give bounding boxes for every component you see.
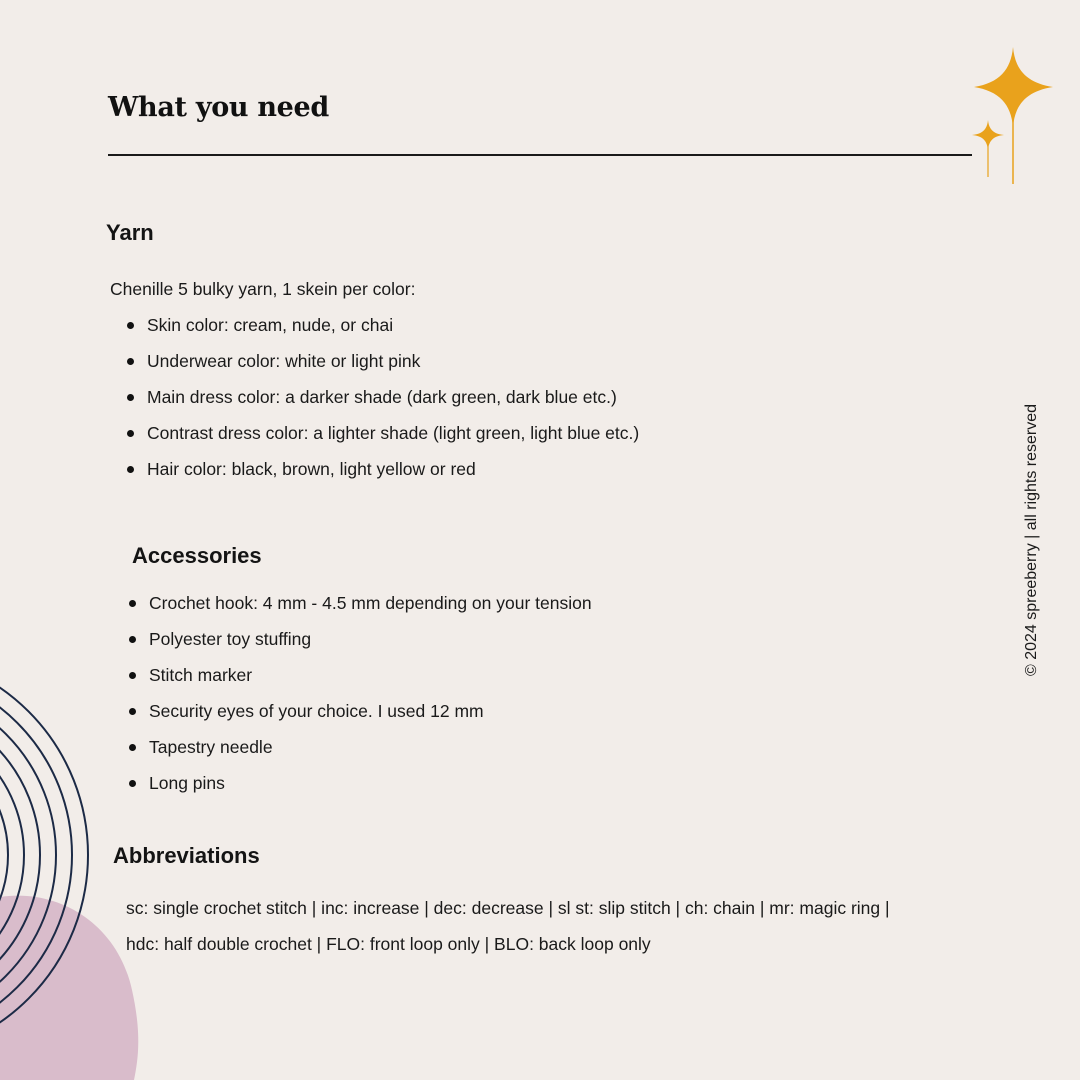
abbreviations-text xyxy=(126,890,956,962)
pink-blob-shape xyxy=(0,896,138,1080)
bullet-dot xyxy=(127,394,134,401)
list-item-text: Hair color: black, brown, light yellow or red xyxy=(147,459,476,479)
list-item-text: Tapestry needle xyxy=(149,737,273,757)
list-item-text: Long pins xyxy=(149,773,225,793)
abbreviations-line-2: hdc: half double crochet | FLO: front loop only | BLO: back loop only xyxy=(126,934,651,954)
list-item-text: Main dress color: a darker shade (dark green, dark blue etc.) xyxy=(147,387,617,407)
accessories-list xyxy=(129,591,592,807)
list-item xyxy=(127,457,639,493)
bullet-dot xyxy=(129,600,136,607)
list-item xyxy=(129,699,592,735)
list-item-text: Security eyes of your choice. I used 12 mm xyxy=(149,701,484,721)
list-item xyxy=(127,421,639,457)
bullet-dot xyxy=(127,322,134,329)
list-item xyxy=(127,385,639,421)
accessories-heading: Accessories xyxy=(132,543,262,568)
bullet-dot xyxy=(129,636,136,643)
list-item xyxy=(127,349,639,385)
list-item xyxy=(129,771,592,807)
yarn-intro: Chenille 5 bulky yarn, 1 skein per color: xyxy=(110,279,416,299)
yarn-list xyxy=(127,313,639,493)
bullet-dot xyxy=(127,358,134,365)
list-item xyxy=(129,591,592,627)
bullet-dot xyxy=(127,430,134,437)
copyright-notice: © 2024 spreeberry | all rights reserved xyxy=(1023,403,1040,677)
bullet-dot xyxy=(129,672,136,679)
list-item-text: Polyester toy stuffing xyxy=(149,629,312,649)
bullet-dot xyxy=(129,780,136,787)
list-item xyxy=(127,313,639,349)
bullet-dot xyxy=(129,708,136,715)
bullet-dot xyxy=(127,466,134,473)
list-item xyxy=(129,627,592,663)
title-divider xyxy=(108,154,972,156)
abbreviations-line-1: sc: single crochet stitch | inc: increase | dec: decrease | sl st: slip stitch | ch: chain | mr: magic ring | xyxy=(126,898,890,918)
list-item-text: Stitch marker xyxy=(149,665,253,685)
list-item-text: Skin color: cream, nude, or chai xyxy=(147,315,394,335)
list-item xyxy=(129,663,592,699)
yarn-heading: Yarn xyxy=(106,220,154,245)
page-title: What you need xyxy=(108,92,330,123)
list-item-text: Crochet hook: 4 mm - 4.5 mm depending on your tension xyxy=(149,593,592,613)
list-item-text: Contrast dress color: a lighter shade (light green, light blue etc.) xyxy=(147,423,640,443)
list-item-text: Underwear color: white or light pink xyxy=(147,351,421,371)
bullet-dot xyxy=(129,744,136,751)
abbreviations-heading: Abbreviations xyxy=(113,843,260,868)
list-item xyxy=(129,735,592,771)
